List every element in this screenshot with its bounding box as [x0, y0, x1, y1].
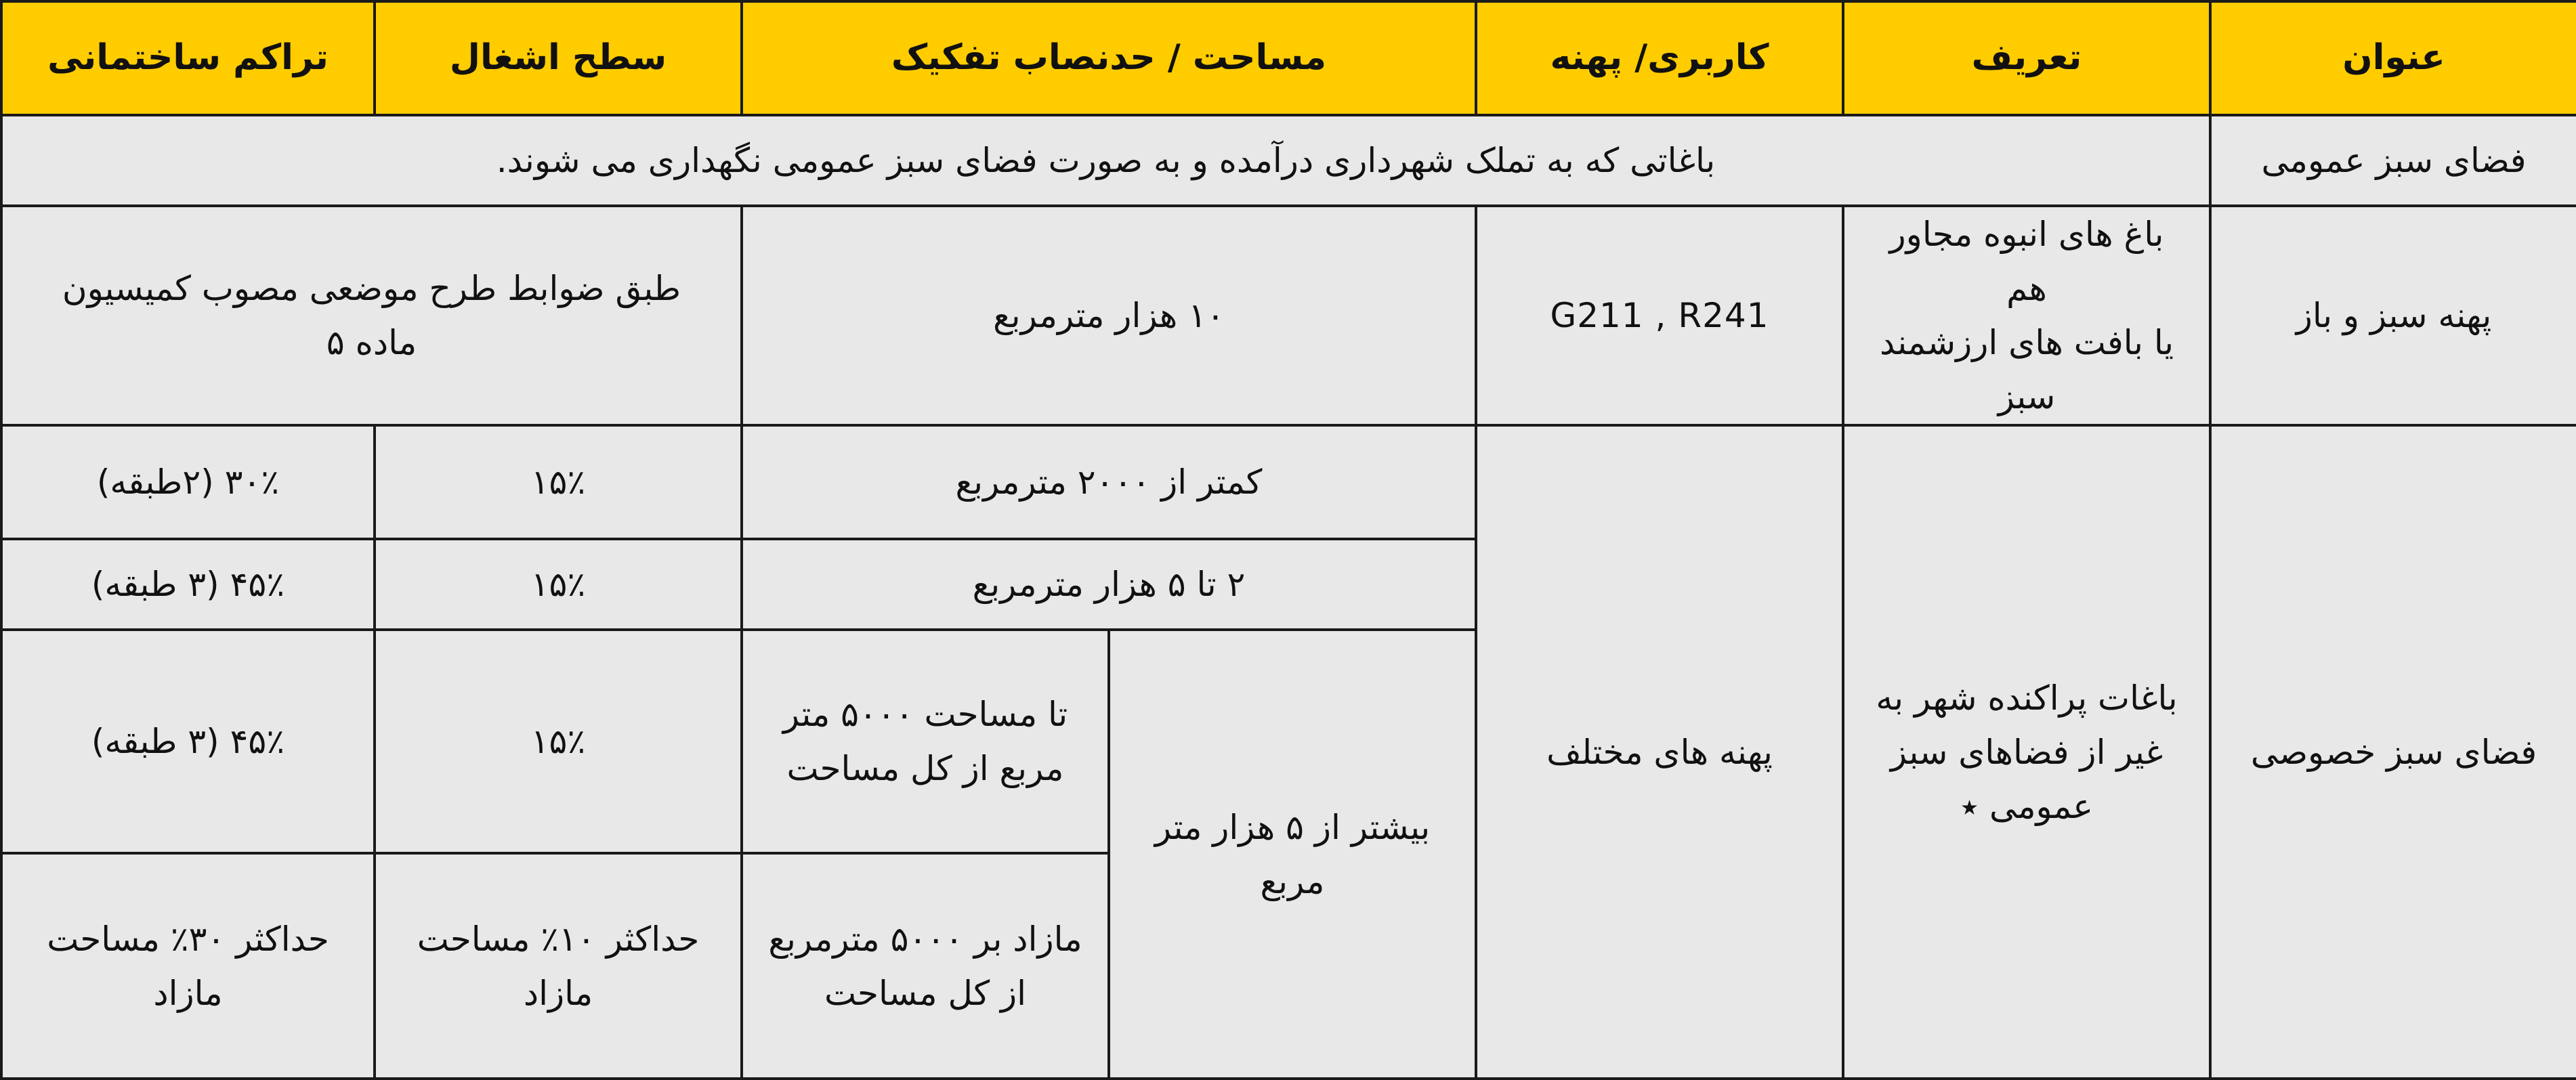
header-title: عنوان	[2210, 1, 2576, 115]
private-row1-area: کمتر از ۲۰۰۰ مترمربع	[742, 425, 1476, 539]
header-occupancy: سطح اشغال	[375, 1, 742, 115]
private-row4-occupancy: حداکثر ۱۰٪ مساحت مازاد	[375, 853, 742, 1079]
private-row2-area: ۲ تا ۵ هزار مترمربع	[742, 539, 1476, 630]
header-row	[1, 1, 2576, 115]
open-green-definition: باغ های انبوه مجاور هم یا بافت های ارزشمند سبز	[1843, 206, 2210, 425]
private-row2-occupancy: ۱۵٪	[375, 539, 742, 630]
public-green-row	[1, 115, 2576, 206]
header-density: تراکم ساختمانی	[1, 1, 375, 115]
open-green-rules: طبق ضوابط طرح موضعی مصوب کمیسیون ماده ۵	[1, 206, 742, 425]
public-green-description: باغاتی که به تملک شهرداری درآمده و به صورت فضای سبز عمومی نگهداری می شوند.	[1, 115, 2210, 206]
open-green-zone: G211 , R241	[1476, 206, 1843, 425]
private-green-zone: پهنه های مختلف	[1476, 425, 1843, 1079]
private-green-title: فضای سبز خصوصی	[2210, 425, 2576, 1079]
header-zone: کاربری/ پهنه	[1476, 1, 1843, 115]
private-row1-occupancy: ۱۵٪	[375, 425, 742, 539]
private-row3-density: ۴۵٪ (۳ طبقه)	[1, 630, 375, 853]
private-over-5k-label: بیشتر از ۵ هزار متر مربع	[1109, 630, 1476, 1079]
public-green-title: فضای سبز عمومی	[2210, 115, 2576, 206]
private-green-row-1	[1, 425, 2576, 539]
private-row4-density: حداکثر ۳۰٪ مساحت مازاد	[1, 853, 375, 1079]
private-row1-density: ۳۰٪ (۲طبقه)	[1, 425, 375, 539]
header-definition: تعریف	[1843, 1, 2210, 115]
open-green-area: ۱۰ هزار مترمربع	[742, 206, 1476, 425]
private-row2-density: ۴۵٪ (۳ طبقه)	[1, 539, 375, 630]
private-row3-area: تا مساحت ۵۰۰۰ متر مربع از کل مساحت	[742, 630, 1109, 853]
header-area: مساحت / حدنصاب تفکیک	[742, 1, 1476, 115]
private-row4-area: مازاد بر ۵۰۰۰ مترمربع از کل مساحت	[742, 853, 1109, 1079]
private-green-definition: باغات پراکنده شهر به غیر از فضاهای سبز عمومی ٭	[1843, 425, 2210, 1079]
open-green-title: پهنه سبز و باز	[2210, 206, 2576, 425]
private-row3-occupancy: ۱۵٪	[375, 630, 742, 853]
open-green-row	[1, 206, 2576, 425]
